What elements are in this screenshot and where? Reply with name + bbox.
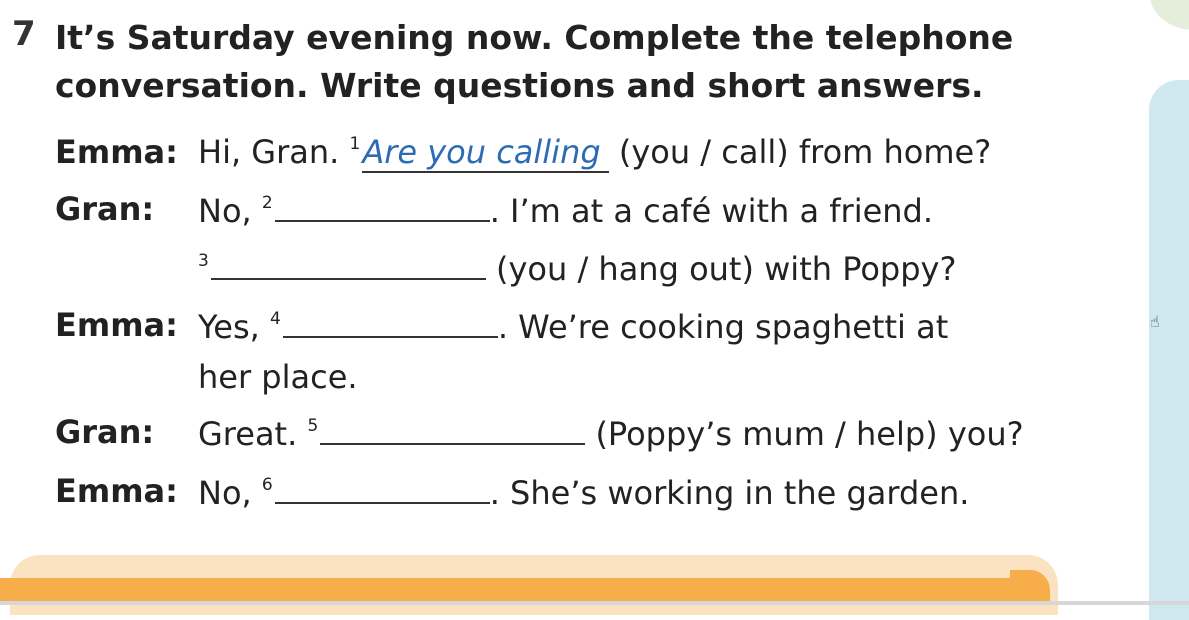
hand-cursor-icon: ☝ (1150, 312, 1160, 331)
answer-blank-6[interactable] (275, 472, 490, 504)
gap-number: 6 (261, 475, 273, 495)
gap-number: 1 (349, 134, 361, 154)
dialogue-line-6 (198, 472, 969, 512)
speaker-emma: Emma: (55, 306, 178, 344)
answer-blank-2[interactable] (275, 190, 490, 222)
line-text: Great. (198, 415, 298, 453)
dialogue-line-1 (198, 133, 991, 171)
dialogue-line-2 (198, 190, 933, 230)
gap-number: 2 (261, 193, 273, 213)
gap-number: 3 (198, 251, 209, 271)
bottom-decoration-bar (0, 578, 1010, 602)
speaker-emma: Emma: (55, 472, 178, 510)
exercise-number: 7 (12, 14, 36, 54)
example-answer: Are you calling (362, 133, 608, 173)
speaker-gran: Gran: (55, 413, 155, 451)
answer-blank-4[interactable] (283, 306, 498, 338)
exercise-instruction: It’s Saturday evening now. Complete the telephone conversation. Write questions and short answers. (55, 18, 1014, 105)
line-text: . I’m at a café with a friend. (489, 192, 934, 230)
bottom-decoration-cap (1010, 570, 1050, 605)
line-text: . We’re cooking spaghetti at (497, 308, 949, 346)
line-text: No, (198, 474, 252, 512)
line-text: (you / call) from home? (618, 133, 992, 171)
line-text: (you / hang out) with Poppy? (496, 250, 957, 288)
line-text: Hi, Gran. (198, 133, 340, 171)
line-text: Yes, (198, 308, 260, 346)
line-text: (Poppy’s mum / help) you? (595, 415, 1024, 453)
corner-decoration (1150, 0, 1189, 30)
gap-number: 5 (307, 416, 319, 436)
line-text: No, (198, 192, 252, 230)
side-panel (1149, 80, 1189, 620)
answer-blank-5[interactable] (320, 413, 585, 445)
bottom-divider (0, 601, 1189, 605)
gap-number: 4 (270, 309, 281, 329)
dialogue-line-4-continuation: her place. (198, 358, 358, 396)
dialogue-line-4 (198, 306, 948, 346)
answer-blank-3[interactable] (211, 248, 486, 280)
dialogue-line-3 (198, 248, 956, 288)
line-text: . She’s working in the garden. (489, 474, 970, 512)
speaker-gran: Gran: (55, 190, 155, 228)
dialogue-line-5 (198, 413, 1024, 453)
speaker-emma: Emma: (55, 133, 178, 171)
